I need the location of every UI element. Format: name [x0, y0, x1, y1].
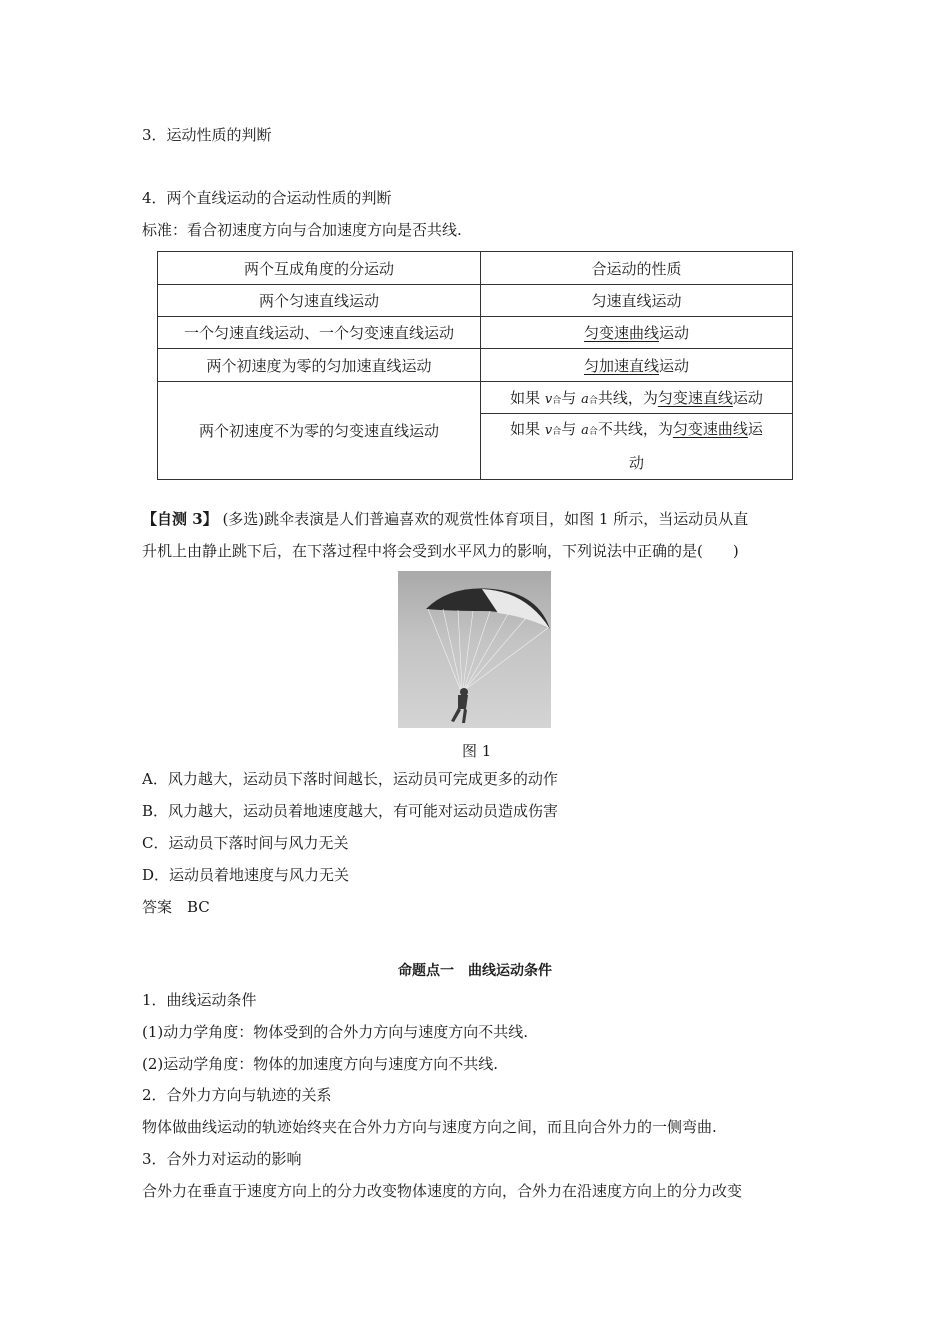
table-row [158, 317, 793, 349]
motion-table [157, 251, 793, 480]
underlined-text: 匀加速直线 [583, 356, 659, 375]
table-cell [481, 414, 793, 480]
underlined-text: 匀变速直线 [657, 389, 733, 407]
option-b: B．风力越大，运动员着地速度越大，有可能对运动员造成伤害 [142, 802, 559, 820]
answer-line: 答案 BC [142, 898, 210, 916]
acceleration-symbol: a合 [581, 423, 598, 438]
cell-text: 运动 [659, 356, 690, 375]
table-row [158, 252, 793, 285]
body-line: 2．合外力方向与轨迹的关系 [142, 1086, 332, 1104]
selftest-label: 【自测 3】 [142, 510, 218, 528]
selftest-line-2: 升机上由静止跳下后，在下落过程中将会受到水平风力的影响，下列说法中正确的是( ) [142, 542, 739, 560]
cell-text: 如果 [510, 389, 541, 407]
parachute-photo [398, 571, 551, 728]
cell-text: 与 [561, 389, 577, 407]
table-cell: 一个匀速直线运动、一个匀变速直线运动 [158, 317, 481, 349]
selftest-line-1 [142, 509, 748, 529]
underlined-text: 匀变速曲线 [672, 420, 748, 438]
body-line: (1)动力学角度：物体受到的合外力方向与速度方向不共线. [142, 1023, 529, 1041]
option-d: D．运动员着地速度与风力无关 [142, 866, 350, 884]
section-title: 命题点一 曲线运动条件 [398, 963, 552, 979]
table-row [158, 285, 793, 317]
table-cell [481, 349, 793, 382]
selftest-text: (多选)跳伞表演是人们普遍喜欢的观赏性体育项目，如图 1 所示，当运动员从直 [222, 510, 749, 528]
table-row [158, 382, 793, 414]
option-a: A．风力越大，运动员下落时间越长，运动员可完成更多的动作 [142, 770, 558, 788]
cell-text: 运 [747, 420, 763, 438]
parachute-illustration [398, 571, 551, 728]
body-line: 1．曲线运动条件 [142, 991, 257, 1009]
table-cell: 两个匀速直线运动 [158, 285, 481, 317]
standard-line: 标准：看合初速度方向与合加速度方向是否共线. [142, 221, 462, 239]
table-header-cell: 合运动的性质 [481, 252, 793, 285]
table-row [158, 349, 793, 382]
underlined-text: 匀变速曲线 [583, 324, 659, 342]
item-3: 3．运动性质的判断 [142, 126, 272, 144]
figure-caption: 图 1 [462, 742, 492, 760]
cell-text: 运动 [659, 324, 690, 342]
table-cell: 两个初速度不为零的匀变速直线运动 [158, 382, 481, 480]
cell-text: 与 [561, 420, 577, 438]
cell-text: 运动 [732, 389, 763, 407]
table-header-cell: 两个互成角度的分运动 [158, 252, 481, 285]
table-cell [481, 382, 793, 414]
cell-text: 不共线，为 [597, 420, 673, 438]
body-line: 3．合外力对运动的影响 [142, 1150, 302, 1168]
table-cell: 匀速直线运动 [481, 285, 793, 317]
item-4: 4．两个直线运动的合运动性质的判断 [142, 189, 392, 207]
cell-text: 如果 [510, 420, 541, 438]
velocity-symbol: v合 [544, 423, 562, 438]
cell-text: 动 [628, 454, 644, 472]
cell-text: 共线，为 [597, 389, 658, 407]
table-cell [481, 317, 793, 349]
velocity-symbol: v合 [544, 392, 562, 407]
body-line: 合外力在垂直于速度方向上的分力改变物体速度的方向，合外力在沿速度方向上的分力改变 [142, 1182, 743, 1200]
body-line: (2)运动学角度：物体的加速度方向与速度方向不共线. [142, 1055, 499, 1073]
body-line: 物体做曲线运动的轨迹始终夹在合外力方向与速度方向之间，而且向合外力的一侧弯曲. [142, 1118, 717, 1136]
option-c: C．运动员下落时间与风力无关 [142, 834, 349, 852]
table-cell: 两个初速度为零的匀加速直线运动 [158, 349, 481, 382]
acceleration-symbol: a合 [581, 392, 598, 407]
